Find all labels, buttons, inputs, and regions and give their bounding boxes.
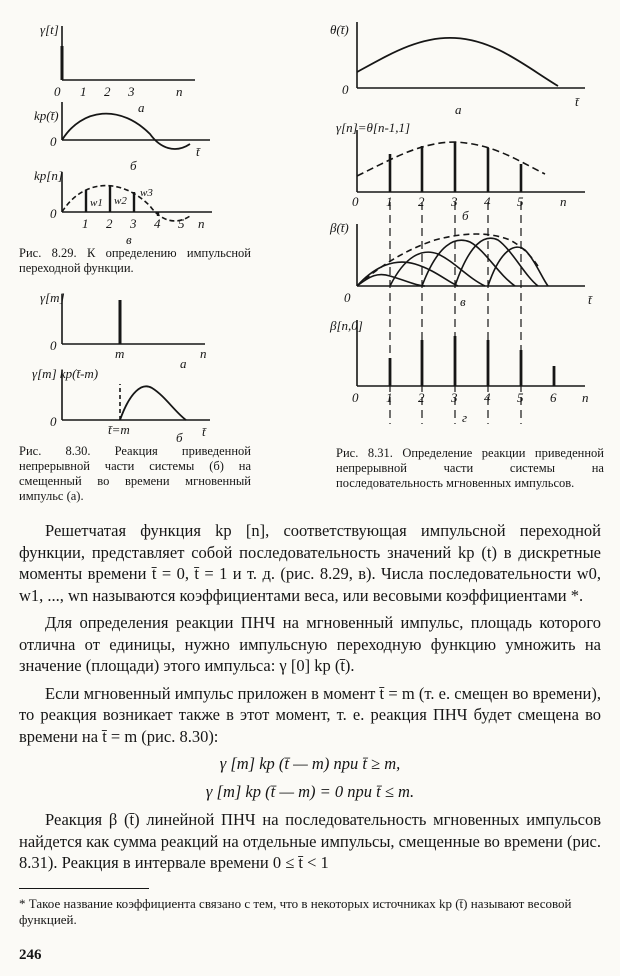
- fig829-c-tick: 5: [178, 216, 185, 231]
- fig831-d-tick: 1: [386, 390, 393, 405]
- fig829-a-label: a: [138, 100, 145, 115]
- fig829-b-ylabel: kp(t̄): [34, 108, 59, 123]
- footnote-rule: [19, 888, 149, 889]
- fig831-b-label: б: [462, 208, 469, 223]
- figure-8-29: [0, 16, 255, 244]
- figure-8-31-drawing: [320, 14, 620, 444]
- fig831-b-tick: 3: [451, 194, 458, 209]
- fig831-d-tick: 6: [550, 390, 557, 405]
- fig830-a-m: m: [115, 346, 125, 361]
- fig831-c-origin: 0: [344, 290, 351, 305]
- fig831-a-origin: 0: [342, 82, 349, 97]
- fig831-b-tick: n: [560, 194, 567, 209]
- fig831-a-xlabel: t̄: [575, 94, 579, 109]
- fig829-c-tick: 4: [154, 216, 161, 231]
- fig830-b-ylabel: γ[m] kp(t̄-m): [32, 366, 99, 381]
- fig831-b-tick: 5: [517, 194, 524, 209]
- fig829-b-xlabel: t̄: [196, 144, 200, 159]
- fig829-c-tick: 1: [82, 216, 89, 231]
- formula-2: γ [m] kр (t̄ — m) = 0 при t̄ ≤ m.: [205, 782, 415, 801]
- fig829-a-tick: 3: [128, 84, 135, 99]
- fig831-c-ylabel: β(t̄): [330, 220, 349, 235]
- caption-8-31: Рис. 8.31. Определение реакции приведенной непрерывной части системы на последовательность мгновенных импульсов.: [336, 446, 604, 490]
- fig831-c-label: в: [460, 294, 466, 309]
- caption-8-30: Рис. 8.30. Реакция приведенной непрерывной части системы (б) на смещенный во времени мгновенный импульс (а).: [19, 444, 251, 503]
- fig829-c-ylabel: kp[n]: [34, 168, 63, 183]
- body-text: [19, 520, 601, 874]
- fig831-b-ylabel: γ[n]=θ[n-1,1]: [336, 120, 411, 135]
- paragraph-4: Реакция β (t̄) линейной ПНЧ на последовательность мгновенных импульсов найдется как сумма реакций на отдельные импульсы, смещенные во времени (рис. 8.31). Реакция в интервале времени 0 ≤ t̄ < 1: [19, 810, 601, 872]
- fig830-a-origin: 0: [50, 338, 57, 353]
- fig830-b-origin: 0: [50, 414, 57, 429]
- page-number: 246: [19, 947, 42, 963]
- fig831-d-label: г: [462, 410, 468, 425]
- fig830-a-label: a: [180, 356, 187, 371]
- fig831-d-tick: n: [582, 390, 589, 405]
- footnote: * Такое название коэффициента связано с тем, что в некоторых источниках kр (t̄) называют весовой функцией.: [19, 896, 572, 927]
- fig829-a-tick: 1: [80, 84, 87, 99]
- fig830-b-xlabel: t̄: [202, 424, 206, 439]
- fig830-b-tm: t̄=m: [108, 422, 130, 437]
- fig829-weight: w2: [114, 195, 127, 207]
- fig830-a-ylabel: γ[m]: [40, 290, 65, 305]
- fig831-a-label: a: [455, 102, 462, 117]
- fig829-c-tick: n: [198, 216, 205, 231]
- paragraph-3: Если мгновенный импульс приложен в момент t̄ = m (т. е. смещен во времени), то реакция возникает также в этот момент, т. е. реакция ПНЧ будет смещена во времени на t̄ = m (рис. 8.30):: [19, 683, 601, 746]
- fig831-b-tick: 1: [386, 194, 393, 209]
- paragraph-2: Для определения реакции ПНЧ на мгновенный импульс, площадь которого отлична от единицы, нужно импульсную переходную функцию умножить на значение (площади) этого импульса: γ [0] kр (t̄).: [19, 613, 601, 675]
- figure-8-30: [0, 286, 255, 442]
- fig829-weight: w1: [90, 197, 103, 209]
- fig831-d-tick: 0: [352, 390, 359, 405]
- figure-8-31: [320, 14, 620, 444]
- fig831-d-tick: 3: [451, 390, 458, 405]
- fig829-c-label: в: [126, 232, 132, 244]
- fig831-d-tick: 5: [517, 390, 524, 405]
- fig831-c-xlabel: t̄: [588, 292, 592, 307]
- fig830-b-label: б: [176, 430, 183, 442]
- fig831-b-tick: 0: [352, 194, 359, 209]
- fig829-a-ylabel: γ[t]: [40, 22, 59, 37]
- fig829-a-tick: 2: [104, 84, 111, 99]
- fig829-c-tick: 2: [106, 216, 113, 231]
- fig831-a-ylabel: θ(t̄): [330, 22, 349, 37]
- fig831-d-tick: 4: [484, 390, 491, 405]
- fig829-weight: w3: [140, 187, 153, 199]
- fig829-a-tick: n: [176, 84, 183, 99]
- formula-1: γ [m] kр (t̄ — m) при t̄ ≥ m,: [219, 754, 401, 773]
- fig829-b-label: б: [130, 158, 137, 173]
- caption-8-29: Рис. 8.29. К определению импульсной переходной функции.: [19, 246, 251, 275]
- paragraph-1: Решетчатая функция kр [n], соответствующая импульсной переходной функции, представляет собой последовательность значений kр (t) в дискретные моменты времени t̄ = 0, t̄ = 1 и т. д. (рис. 8.29, в). Числа последовательности w0, w1, ..., wn называются коэффициентами веса, или весовыми коэффициентами *.: [19, 521, 601, 605]
- fig829-c-tick: 0: [50, 206, 57, 221]
- figure-8-29-drawing: [0, 16, 255, 244]
- fig831-d-tick: 2: [418, 390, 425, 405]
- figure-8-30-drawing: [0, 286, 255, 442]
- fig831-b-tick: 2: [418, 194, 425, 209]
- fig831-d-ylabel: β[n,0]: [330, 318, 363, 333]
- fig829-c-tick: 3: [130, 216, 137, 231]
- fig829-b-origin: 0: [50, 134, 57, 149]
- fig831-b-tick: 4: [484, 194, 491, 209]
- fig829-a-tick: 0: [54, 84, 61, 99]
- fig830-a-n: n: [200, 346, 207, 361]
